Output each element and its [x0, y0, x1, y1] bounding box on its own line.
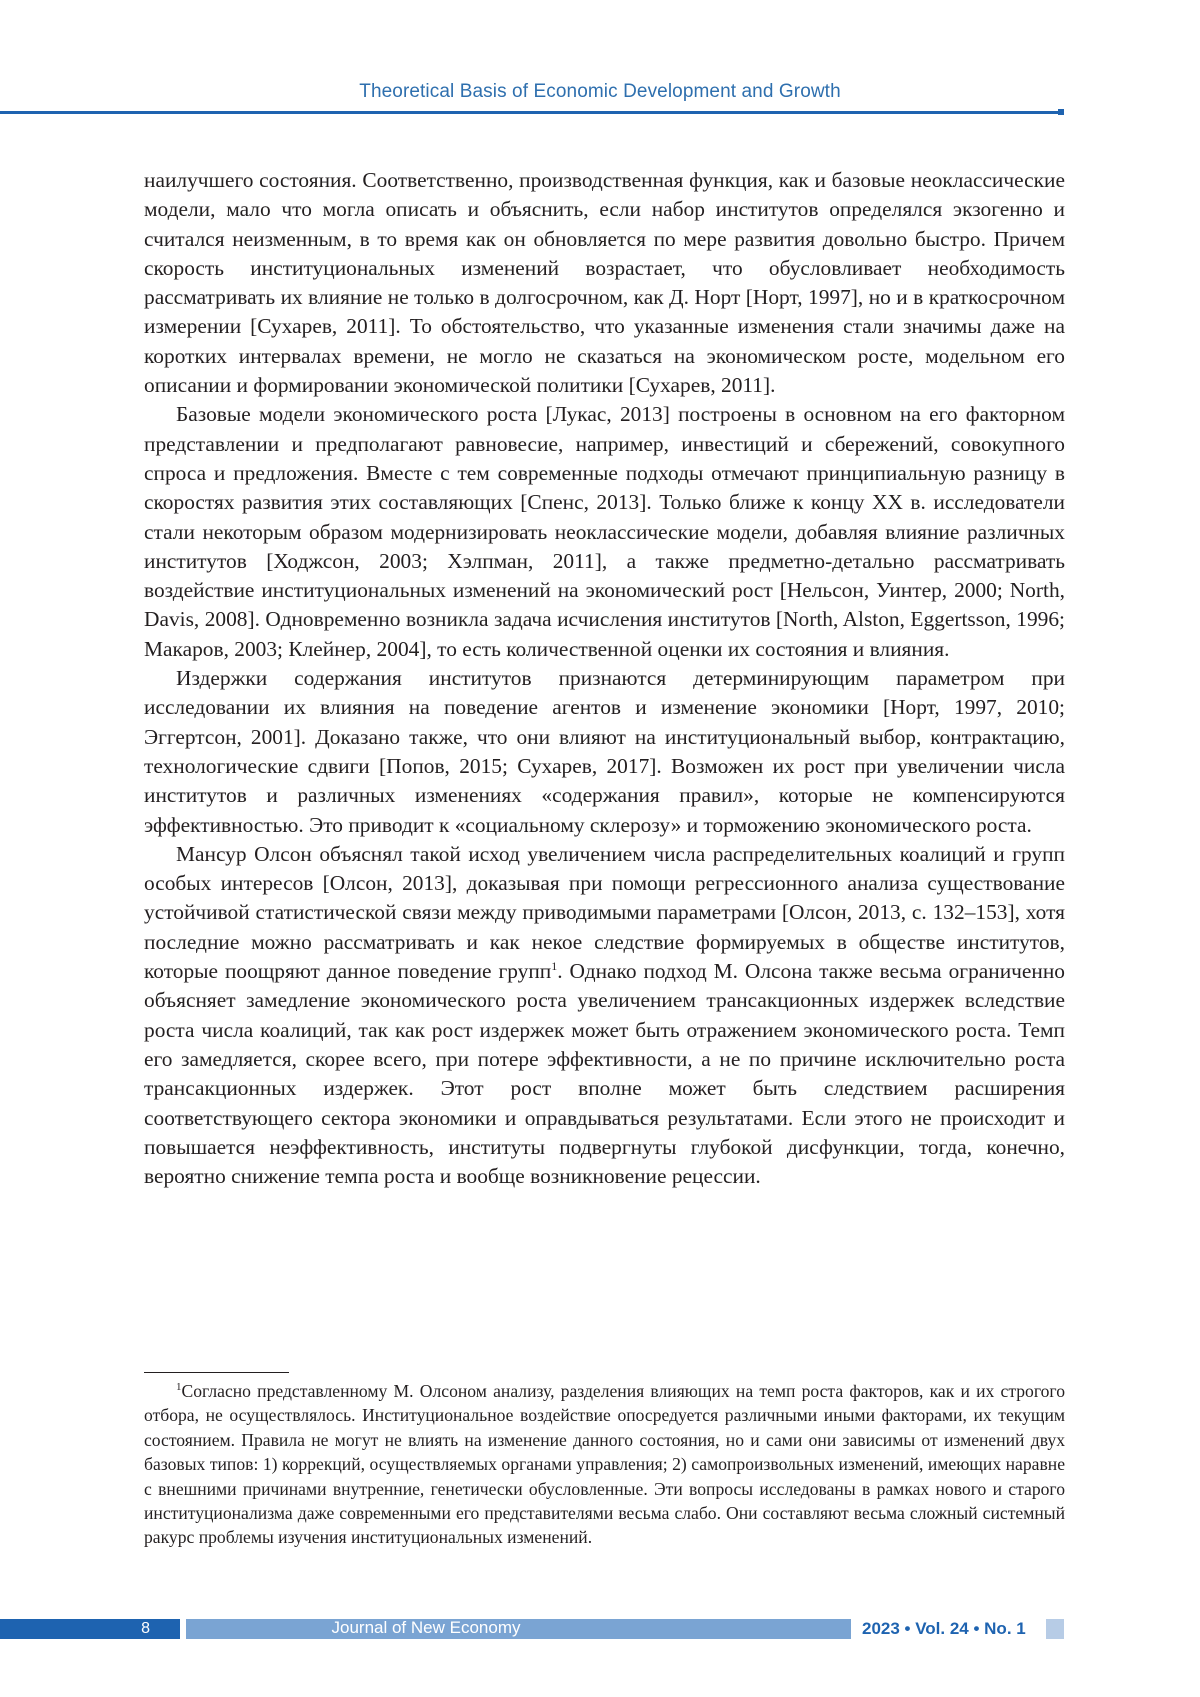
page-footer: [0, 1619, 1200, 1639]
footer-end-square: [1046, 1619, 1064, 1639]
footnote: [144, 1379, 1065, 1550]
paragraph-1: наилучшего состояния. Соответственно, производственная функция, как и базовые нео­классические модели, мало что могла описать и объяснить, если набор институтов опре­делялся экзогенно и считался неизменным, в то время как он обновляется по мере разви­тия довольно быстро. Причем скорость институциональных изменений возрастает, что обусловливает необходимость рассматривать их влияние не только в долгосрочном, как Д. Норт [Норт, 1997], но и в краткосрочном измерении [Сухарев, 2011]. То обстоятельст­во, что указанные изменения стали значимы даже на коротких интервалах времени, не могло не сказаться на экономическом росте, модельном его описании и формировании экономической политики [Сухарев, 2011].: [144, 166, 1065, 400]
paragraph-4-part-1: Мансур Олсон объяснял такой исход увеличением числа распределительных коали­ций и групп особых интересов [Олсон, 2013], доказывая при помощи регрессионного анализа существование устойчивой статистической связи между приводимыми пара­метрами [Олсон, 2013, с. 132–153], хотя последние можно рассматривать и как некое следствие формируемых в обществе институтов, которые поощряют данное поведение групп: [144, 842, 1065, 983]
footnote-reference[interactable]: 1: [551, 959, 557, 973]
header-rule-end-marker: [1058, 109, 1064, 115]
footnote-number: 1: [176, 1381, 182, 1393]
header-rule: [0, 111, 1059, 114]
running-header-title: Theoretical Basis of Economic Development and Growth: [0, 81, 1200, 103]
paragraph-3: Издержки содержания институтов признаются детерминирующим параметром при исследовании их влияния на поведение агентов и изменение экономики [Норт, 1997, 2010; Эггертсон, 2001]. Доказано также, что они влияют на институциональный выбор, контрактацию, технологические сдвиги [Попов, 2015; Сухарев, 2017]. Возможен их рост при увеличении числа институтов и различных изменениях «содержания правил», ко­торые не компенсируются эффективностью. Это приводит к «социальному склерозу» и торможению экономического роста.: [144, 664, 1065, 840]
page-number: 8: [0, 1619, 180, 1639]
article-body: [144, 166, 1065, 1191]
paragraph-2: Базовые модели экономического роста [Лукас, 2013] построены в основном на его факторном представлении и предполагают равновесие, например, инвестиций и сбере­жений, совокупного спроса и предложения. Вместе с тем современные подходы отмеча­ют принципиальную разницу в скоростях развития этих составляющих [Спенс, 2013]. Только ближе к концу XX в. исследователи стали некоторым образом модернизировать неоклассические модели, добавляя влияние различных институтов [Ходжсон, 2003; Хэлпман, 2011], а также предметно-детально рассматривать воздействие институцио­нальных изменений на экономический рост [Нельсон, Уинтер, 2000; North, Davis, 2008]. Одновременно возникла задача исчисления институтов [North, Alston, Eggertsson, 1996; Макаров, 2003; Клейнер, 2004], то есть количественной оценки их состояния и влияния.: [144, 400, 1065, 664]
footnote-text: Согласно представленному М. Олсоном анализу, разделения влияющих на темп роста факторов, как и их строгого отбора, не осуществлялось. Институциональное воздействие опосредуется различными иными факторами, их текущим состоянием. Правила не могут не влиять на изменение данного состоя­ния, но и сами они зависимы от изменений двух базовых типов: 1) коррекций, осуществляемых органами управления; 2) самопроизвольных изменений, имеющих наравне с внешними причинами внутренние, ге­нетически обусловленные. Эти вопросы исследованы в рамках нового и старого институционализма даже современными его представителями весьма слабо. Они составляют весьма сложный системный ракурс проблемы изучения институциональных изменений.: [144, 1381, 1065, 1547]
paragraph-4-part-2: . Однако подход М. Олсона также весьма ограниченно объясняет замедление эко­номического роста увеличением трансакционных издержек вследствие роста числа ко­алиций, так как рост издержек может быть отражением экономического роста. Темп его замедляется, скорее всего, при потере эффективности, а не по причине исключительно роста трансакционных издержек. Этот рост вполне может быть следствием расшире­ния соответствующего сектора экономики и оправдываться результатами. Если этого не происходит и повышается неэффективность, институты подвергнуты глубокой дис­функции, тогда, конечно, вероятно снижение темпа роста и вообще возникновение ре­цессии.: [144, 959, 1065, 1188]
footnote-separator: [144, 1372, 289, 1373]
issue-info: 2023 • Vol. 24 • No. 1: [862, 1619, 1026, 1639]
paragraph-4: [144, 840, 1065, 1192]
journal-name: Journal of New Economy: [186, 1619, 666, 1639]
